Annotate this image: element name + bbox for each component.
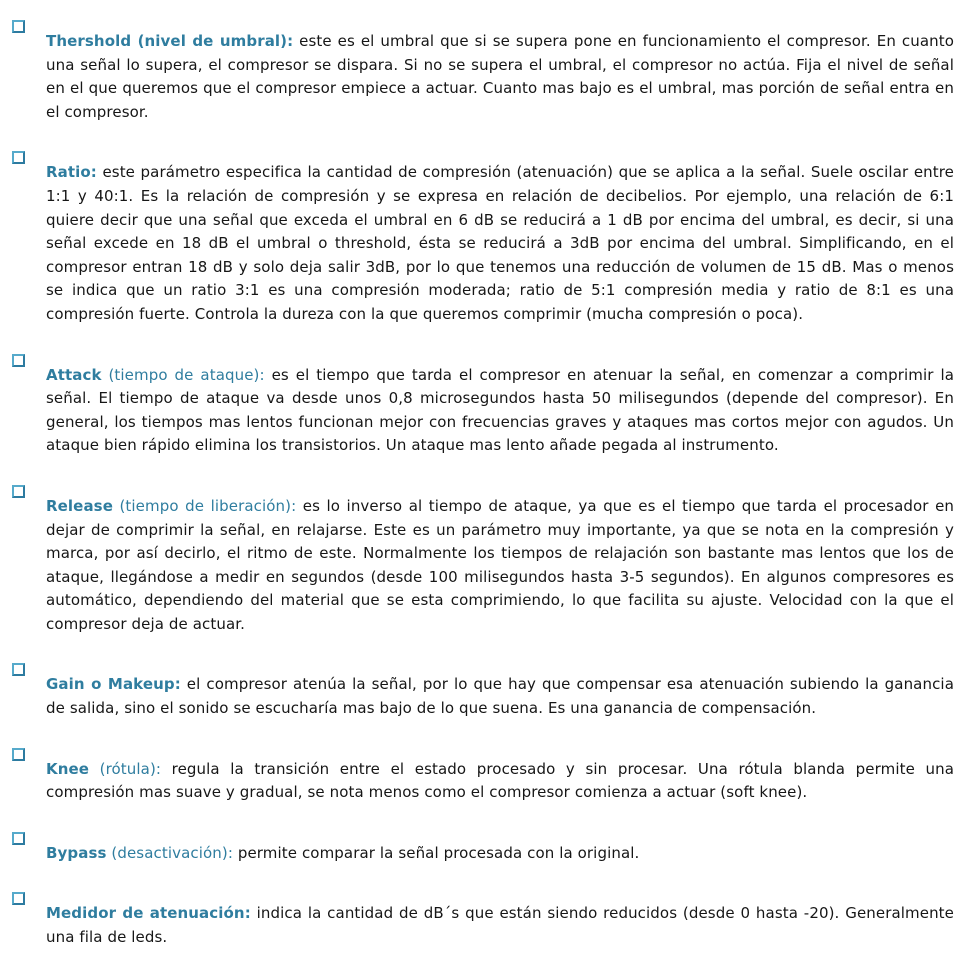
definition-text: regula la transición entre el estado procesado y sin procesar. Una rótula blanda permite una compresión mas suave y gradual, se nota menos como el compresor comienza a actuar (soft knee). — [46, 759, 954, 802]
list-item-bypass — [10, 827, 954, 881]
list-item-ratio — [10, 146, 954, 341]
term-label: Thershold (nivel de umbral): — [46, 32, 294, 50]
checkbox-bullet-icon — [12, 663, 25, 676]
term-label: Ratio: — [46, 163, 97, 182]
definition-paragraph — [46, 842, 954, 866]
checkbox-bullet-icon — [12, 892, 25, 905]
checkbox-bullet-icon — [12, 354, 25, 367]
term-sublabel: (desactivación): — [106, 843, 233, 862]
definition-text: este es el umbral que si se supera pone en funcionamiento el compresor. En cuanto una señal lo supera, el compresor se dispara. Si no se supera el umbral, el compresor no actúa. Fija el nivel de señal en el que queremos que el compresor empiece a actuar. Cuanto mas bajo es el umbral, mas porción de señal entra en el compresor. — [46, 32, 954, 121]
list-item-attack — [10, 349, 954, 473]
term-sublabel: (tiempo de liberación): — [112, 496, 297, 515]
list-item-gain-makeup — [10, 658, 954, 735]
checkbox-bullet-icon — [12, 485, 25, 498]
term-label: Bypass — [46, 843, 107, 862]
checkbox-bullet-icon — [12, 832, 25, 845]
definition-paragraph — [46, 30, 954, 124]
checkbox-bullet-icon — [12, 748, 25, 761]
definition-paragraph — [46, 495, 954, 637]
term-sublabel: (rótula): — [89, 759, 162, 778]
definition-text: este parámetro especifica la cantidad de compresión (atenuación) que se aplica a la señal. Suele oscilar entre 1:1 y 40:1. Es la relación de compresión y se expresa en relación de decibelios. Por ejemplo, una relación de 6:1 quiere decir que una señal que exceda el umbral en 6 dB se reducirá a 1 dB por encima del umbral, es decir, si una señal excede en 18 dB el umbral o threshold, ésta se reducirá a 3dB por encima del umbral. Simplificando, en el compresor entran 18 dB y solo deja salir 3dB, por lo que tenemos una reducción de volumen de 15 dB. Mas o menos se indica que un ratio 3:1 es una compresión moderada; ratio de 5:1 compresión media y ratio de 8:1 es una compresión fuerte. Controla la dureza con la que queremos comprimir (mucha compresión o poca). — [46, 163, 954, 323]
definition-text: es lo inverso al tiempo de ataque, ya que es el tiempo que tarda el procesador en dejar de comprimir la señal, en relajarse. Este es un parámetro muy importante, ya que se nota en la compresión y marca, por así decirlo, el ritmo de este. Normalmente los tiempos de relajación son bastante mas lentos que los de ataque, llegándose a medir en segundos (desde 100 milisegundos hasta 3-5 segundos). En algunos compresores es automático, dependiendo del material que se esta comprimiendo, lo que facilita su ajuste. Velocidad con la que el compresor deja de actuar. — [46, 496, 954, 633]
term-sublabel: (tiempo de ataque): — [101, 365, 265, 384]
definition-text: indica la cantidad de dB´s que están siendo reducidos (desde 0 hasta -20). Generalmente una fila de leds. — [46, 904, 954, 947]
definition-paragraph — [46, 758, 954, 805]
term-label: Knee — [46, 759, 90, 778]
definition-text: es el tiempo que tarda el compresor en atenuar la señal, en comenzar a comprimir la señal. El tiempo de ataque va desde unos 0,8 microsegundos hasta 50 milisegundos (depende del compresor). En general, los tiempos mas lentos funcionan mejor con frecuencias graves y ataques mas cortos mejor con agudos. Un ataque bien rápido elimina los transistorios. Un ataque mas lento añade pegada al instrumento. — [46, 365, 955, 455]
list-item-medidor-atenuacion — [10, 887, 954, 964]
definition-text: permite comparar la señal procesada con la original. — [232, 843, 640, 862]
checkbox-bullet-icon — [12, 20, 25, 33]
term-label: Gain o Makeup: — [46, 675, 181, 694]
term-label: Release — [46, 496, 113, 515]
definition-paragraph — [46, 673, 954, 720]
list-item-threshold — [10, 15, 954, 139]
term-label: Attack — [46, 365, 102, 384]
checkbox-bullet-icon — [12, 151, 25, 164]
definition-paragraph — [46, 161, 954, 326]
list-item-knee — [10, 743, 954, 820]
list-item-release — [10, 480, 954, 652]
term-label: Medidor de atenuación: — [46, 904, 251, 923]
definition-paragraph — [46, 364, 954, 458]
definition-paragraph — [46, 902, 954, 949]
definition-text: el compresor atenúa la señal, por lo que hay que compensar esa atenuación subiendo la ganancia de salida, sino el sonido se escucharía mas bajo de lo que suena. Es una ganancia de compensación. — [46, 675, 954, 718]
